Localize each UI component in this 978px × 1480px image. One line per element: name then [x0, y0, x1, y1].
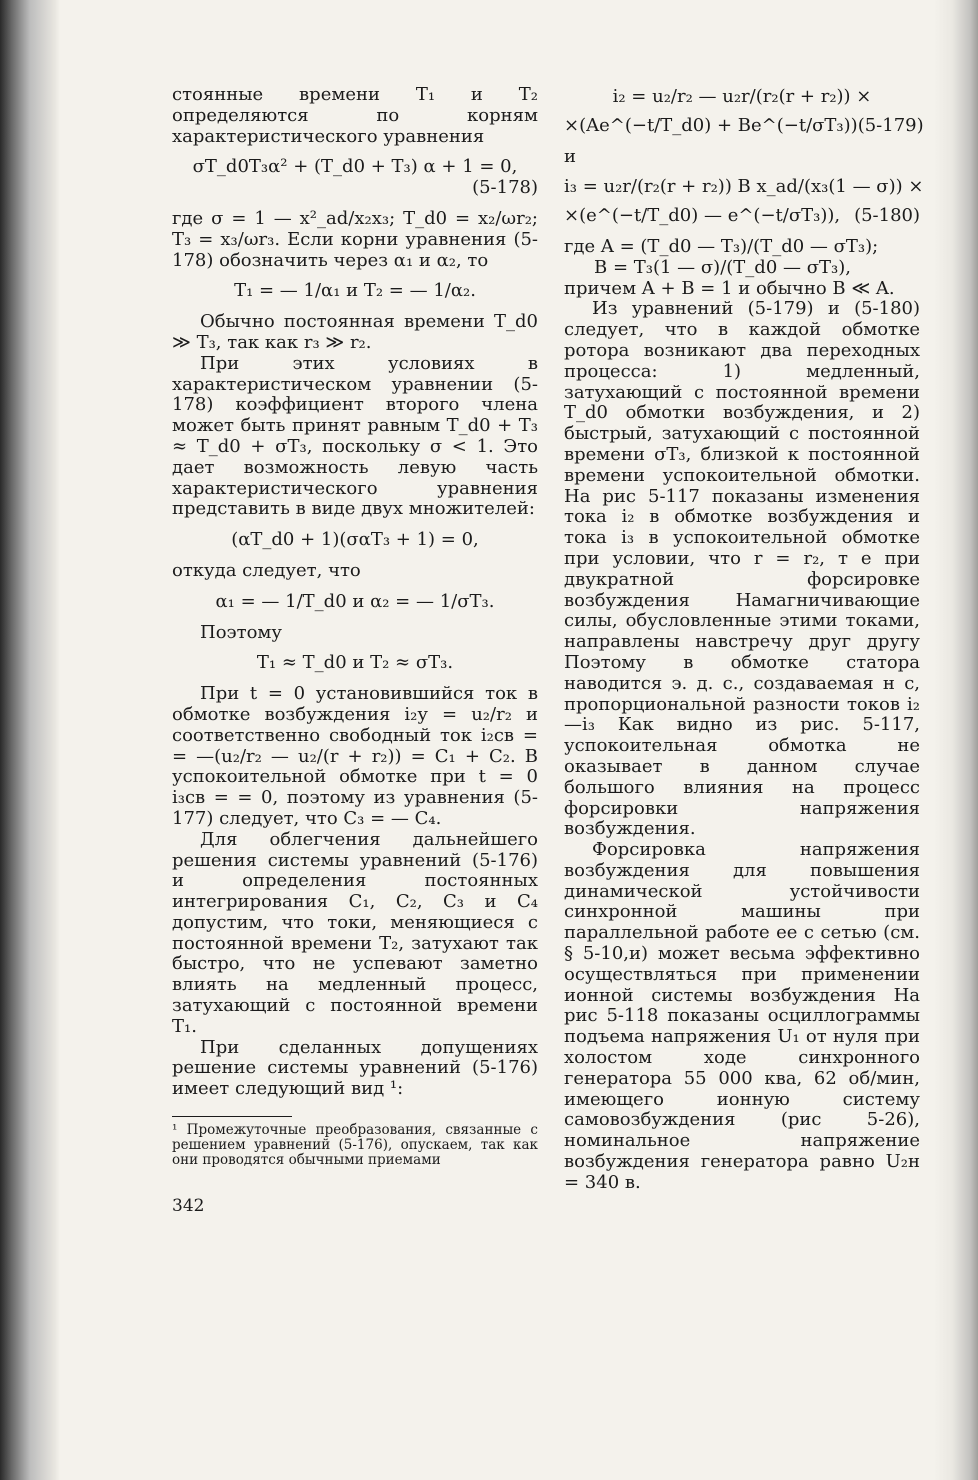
book-binding-shadow — [0, 0, 60, 1480]
page-edge-shadow — [934, 0, 978, 1480]
paragraph: стоянные времени T₁ и T₂ определяются по корням характеристического уравнения — [172, 84, 538, 147]
equation-number: (5-178) — [472, 177, 538, 199]
condition: причем A + B = 1 и обычно B ≪ A. — [564, 277, 895, 299]
equation-number: (5-180) — [854, 205, 920, 227]
right-column — [564, 85, 924, 1194]
paragraph: Форсировка напряжения возбуждения для повышения динамической устойчивости синхронной машины при параллельной работе ее с сетью (см. § 5-10,и) может весьма эффективно осуществляться при применении ионной системы возбуждения На рис 5-118 показаны осциллограммы подъема напряжения U₁ от нуля при холостом ходе синхронного генератора 55 000 ква, 62 об/мин, имеющего ионную систему самовозбуждения (рис 5-26), номинальное напряжение возбуждения генератора равно U₂н = 340 в. — [564, 839, 920, 1193]
page-number: 342 — [172, 1196, 205, 1217]
equation-5-179: i₂ = u₂/r₂ — u₂r/(r₂(r + r₂)) × ×(Ae^(−t/T_d0) + Be^(−t/σT₃)) (5-179) — [564, 86, 924, 136]
footnote-divider — [172, 1116, 292, 1117]
paragraph: При этих условиях в характеристическом уравнении (5-178) коэффициент второго члена может быть принят равным T_d0 + T₃ ≈ T_d0 + σT₃, поскольку σ < 1. Это дает возможность левую часть характеристического уравнения представить в виде двух множителей: — [172, 352, 538, 520]
left-column — [172, 85, 538, 1217]
paragraph: Поэтому — [200, 621, 283, 643]
definition-B: B = T₃(1 — σ)/(T_d0 — σT₃), — [594, 256, 851, 278]
paragraph: При t = 0 установившийся ток в обмотке возбуждения i₂у = u₂/r₂ и соответственно свободный ток i₂св = = —(u₂/r₂ — u₂/(r + r₂)) = C₁ + C₂. В успокоительной обмотке при t = 0 i₃св = = 0, поэтому из уравнения (5-177) следует, что C₃ = — C₄. — [172, 683, 538, 829]
paragraph: Для облегчения дальнейшего решения системы уравнений (5-176) и определения постоянных интегрирования C₁, C₂, C₃ и C₄ допустим, что токи, меняющиеся с постоянной времени T₂, затухают так быстро, что не успевают заметно влиять на медленный процесс, затухающий с постоянной времени T₁. — [172, 828, 538, 1037]
equation-roots: α₁ = — 1/T_d0 и α₂ = — 1/σT₃. — [215, 590, 495, 612]
paragraph: Обычно постоянная времени T_d0 ≫ T₃, так как r₃ ≫ r₂. — [172, 311, 538, 353]
equation-number: (5-179) — [857, 114, 924, 136]
paragraph: откуда следует, что — [172, 559, 361, 581]
conjunction: и — [564, 145, 576, 167]
equation-approx: T₁ ≈ T_d0 и T₂ ≈ σT₃. — [256, 652, 454, 674]
equation-5-178: σT_d0T₃α² + (T_d0 + T₃) α + 1 = 0, (5-178) — [172, 157, 538, 199]
equation-factored: (αT_d0 + 1)(σαT₃ + 1) = 0, — [231, 529, 479, 551]
paragraph: При сделанных допущениях решение системы уравнений (5-176) имеет следующий вид ¹: — [172, 1036, 538, 1100]
footnote: ¹ Промежуточные преобразования, связанные с решением уравнений (5-176), опускаем, так как они проводятся обычными приемами — [172, 1122, 538, 1169]
equation-time-constants: T₁ = — 1/α₁ и T₂ = — 1/α₂. — [234, 280, 476, 302]
definition-A: где A = (T_d0 — T₃)/(T_d0 — σT₃); — [564, 235, 879, 257]
paragraph: Из уравнений (5-179) и (5-180) следует, что в каждой обмотке ротора возникают два переходных процесса: 1) медленный, затухающий с постоянной времени T_d0 обмотки возбуждения, и 2) быстрый, затухающий с постоянной времени σT₃, близкой к постоянной времени успокоительной обмотки. На рис 5-117 показаны изменения тока i₂ в обмотке возбуждения и тока i₃ в успокоительной обмотке при условии, что r = r₂, т е при двукратной форсировке возбуждения Намагничивающие силы, обусловленные этими токами, направлены навстречу друг другу Поэтому в обмотке статора наводится э. д. с., создаваемая н с, пропорциональной разности токов i₂—i₃ Как видно из рис. 5-117, успокоительная обмотка не оказывает в данном случае большого влияния на процесс форсировки напряжения возбуждения. — [564, 298, 920, 840]
equation-5-180: i₃ = u₂r/(r₂(r + r₂)) B x_ad/(x₃(1 — σ)) × ×(e^(−t/T_d0) — e^(−t/σT₃)), (5-180) — [564, 176, 924, 227]
paragraph: где σ = 1 — x²_ad/x₂x₃; T_d0 = x₂/ωr₂; T₃ = x₃/ωr₃. Если корни уравнения (5-178) обозначить через α₁ и α₂, то — [172, 207, 538, 271]
